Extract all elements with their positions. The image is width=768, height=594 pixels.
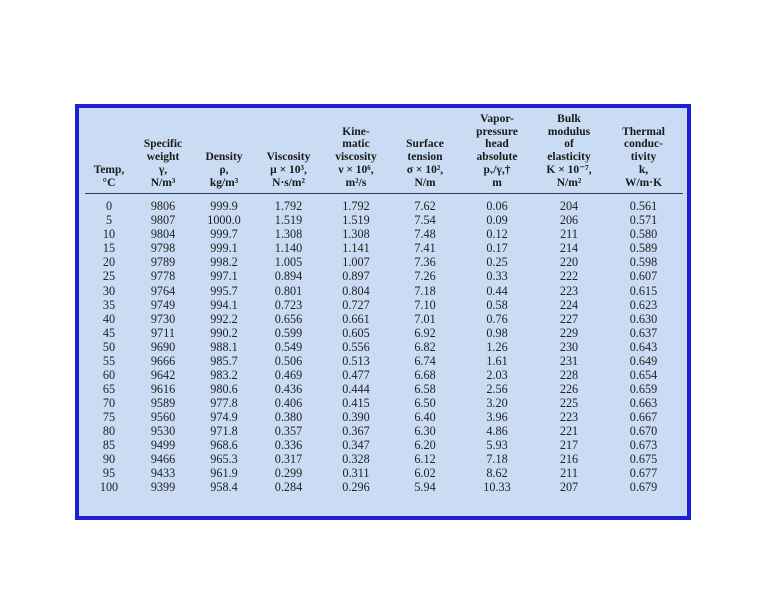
table-cell: 990.2 <box>210 325 238 340</box>
table-cell: 90 <box>102 452 116 467</box>
column-header-line: kg/m³ <box>209 176 239 189</box>
table-cell: 207 <box>559 480 579 495</box>
column-header <box>322 113 390 194</box>
column-header <box>255 113 322 194</box>
table-cell: 220 <box>559 255 579 270</box>
table-cell: 0.561 <box>629 199 658 214</box>
column-header-line: absolute <box>476 151 518 164</box>
table-panel <box>79 108 687 516</box>
table-cell: 0.607 <box>629 269 658 284</box>
table-cell: 217 <box>559 438 579 453</box>
table-cell: 988.1 <box>210 339 238 354</box>
table-cell: 0.284 <box>274 480 303 495</box>
table-cell: 35 <box>102 297 116 312</box>
table-cell: 0.415 <box>342 395 370 410</box>
header-row <box>85 113 683 194</box>
table-cell: 4.86 <box>486 423 508 438</box>
table-row <box>85 396 683 410</box>
table-cell: 9806 <box>150 199 176 214</box>
column-header-line: tivity <box>630 151 657 164</box>
table-cell: 45 <box>102 325 116 340</box>
table-row <box>85 227 683 241</box>
column-header-line: k, <box>638 163 649 176</box>
table-cell: 0.406 <box>274 395 303 410</box>
table-row <box>85 354 683 368</box>
column-header-line: m²/s <box>345 176 367 189</box>
table-cell: 1.792 <box>274 199 303 214</box>
table-cell: 1.141 <box>342 241 370 256</box>
table-cell: 70 <box>102 395 116 410</box>
table-cell: 6.30 <box>414 423 436 438</box>
column-header-line: m <box>492 176 502 189</box>
column-header-line: pressure <box>476 125 518 138</box>
table-cell: 206 <box>559 213 579 228</box>
table-cell: 9798 <box>150 241 176 256</box>
table-row <box>85 312 683 326</box>
table-cell: 3.20 <box>486 395 508 410</box>
table-row <box>85 298 683 312</box>
table-cell: 1.007 <box>342 255 370 270</box>
column-header-line: σ × 10², <box>406 163 444 176</box>
table-cell: 8.62 <box>486 466 508 481</box>
table-row <box>85 255 683 269</box>
table-cell: 1.519 <box>342 213 370 228</box>
table-cell: 7.41 <box>414 241 436 256</box>
table-cell: 0.357 <box>274 423 303 438</box>
table-cell: 9589 <box>150 395 176 410</box>
table-cell: 224 <box>559 297 579 312</box>
column-header-line: °C <box>102 176 116 189</box>
column-header-line: Kine- <box>342 125 370 138</box>
table-cell: 9642 <box>150 367 176 382</box>
table-cell: 6.50 <box>414 395 436 410</box>
table-cell: 0.630 <box>629 311 658 326</box>
table-row <box>85 452 683 466</box>
column-header-line: weight <box>146 151 180 164</box>
table-cell: 226 <box>559 381 579 396</box>
table-cell: 9778 <box>150 269 176 284</box>
table-cell: 997.1 <box>210 269 238 284</box>
table-cell: 100 <box>99 480 119 495</box>
table-cell: 0.367 <box>342 423 370 438</box>
column-header-line: ρ, <box>219 163 229 176</box>
table-cell: 6.02 <box>414 466 436 481</box>
table-cell: 9789 <box>150 255 176 270</box>
table-cell: 998.2 <box>210 255 238 270</box>
table-cell: 0.347 <box>342 438 370 453</box>
table-row <box>85 340 683 354</box>
table-cell: 999.1 <box>210 241 238 256</box>
table-cell: 0.513 <box>342 353 370 368</box>
table-cell: 0.661 <box>342 311 370 326</box>
table-cell: 0.663 <box>629 395 658 410</box>
table-cell: 1000.0 <box>207 213 241 228</box>
table-cell: 968.6 <box>210 438 238 453</box>
table-cell: 0.506 <box>274 353 303 368</box>
column-header-line: W/m·K <box>624 176 663 189</box>
table-cell: 7.62 <box>414 199 436 214</box>
table-cell: 9730 <box>150 311 176 326</box>
column-header-line: elasticity <box>547 151 591 164</box>
table-cell: 0.673 <box>629 438 658 453</box>
table-body <box>85 194 683 494</box>
table-cell: 216 <box>559 452 579 467</box>
column-header-line: Vapor- <box>480 113 514 125</box>
table-row <box>85 480 683 494</box>
table-cell: 75 <box>102 409 116 424</box>
table-cell: 983.2 <box>210 367 238 382</box>
column-header-line: Temp, <box>93 163 125 176</box>
table-cell: 0.675 <box>629 452 658 467</box>
column-header-line: N/m³ <box>150 176 176 189</box>
table-cell: 9530 <box>150 423 176 438</box>
table-cell: 0.670 <box>629 423 658 438</box>
table-cell: 0.25 <box>486 255 508 270</box>
table-row <box>85 326 683 340</box>
table-cell: 7.36 <box>414 255 436 270</box>
table-cell: 222 <box>559 269 579 284</box>
column-header-line: pᵥ/γ,† <box>483 163 511 176</box>
table-cell: 9711 <box>151 325 175 340</box>
table-cell: 977.8 <box>210 395 238 410</box>
table-cell: 0.894 <box>274 269 303 284</box>
table-cell: 6.92 <box>414 325 436 340</box>
table-cell: 0.317 <box>274 452 303 467</box>
table-cell: 0.98 <box>486 325 508 340</box>
table-cell: 7.01 <box>414 311 436 326</box>
table-cell: 0.469 <box>274 367 303 382</box>
table-cell: 6.40 <box>414 409 436 424</box>
column-header <box>85 113 133 194</box>
table-cell: 1.26 <box>486 339 508 354</box>
table-cell: 9433 <box>150 466 176 481</box>
column-header <box>604 113 683 194</box>
table-cell: 6.58 <box>414 381 436 396</box>
table-cell: 995.7 <box>210 283 238 298</box>
table-cell: 0.667 <box>629 409 658 424</box>
table-cell: 0.06 <box>486 199 508 214</box>
column-header <box>534 113 604 194</box>
table-cell: 211 <box>560 466 578 481</box>
table-cell: 7.26 <box>414 269 436 284</box>
column-header-line: K × 10⁻⁷, <box>546 163 592 176</box>
table-row <box>85 438 683 452</box>
table-cell: 0.659 <box>629 381 658 396</box>
table-cell: 0.637 <box>629 325 658 340</box>
table-cell: 9560 <box>150 409 176 424</box>
table-cell: 9466 <box>150 452 176 467</box>
table-cell: 994.1 <box>210 297 238 312</box>
table-cell: 0.679 <box>629 480 658 495</box>
table-cell: 231 <box>559 353 579 368</box>
table-frame <box>75 104 691 520</box>
table-cell: 0.76 <box>486 311 508 326</box>
column-header-line: N/m² <box>556 176 582 189</box>
table-cell: 6.12 <box>414 452 436 467</box>
table-cell: 225 <box>559 395 579 410</box>
table-cell: 1.519 <box>274 213 303 228</box>
table-cell: 6.68 <box>414 367 436 382</box>
table-cell: 230 <box>559 339 579 354</box>
table-cell: 5 <box>105 213 113 228</box>
column-header-line: Density <box>205 151 243 164</box>
water-properties-table <box>85 113 683 494</box>
table-cell: 958.4 <box>210 480 238 495</box>
table-cell: 0.477 <box>342 367 370 382</box>
table-row <box>85 424 683 438</box>
table-cell: 9749 <box>150 297 176 312</box>
table-cell: 0.328 <box>342 452 370 467</box>
table-cell: 0.444 <box>342 381 370 396</box>
table-cell: 999.7 <box>210 227 238 242</box>
table-cell: 0.299 <box>274 466 303 481</box>
table-cell: 0.589 <box>629 241 658 256</box>
table-row <box>85 382 683 396</box>
table-cell: 9399 <box>150 480 176 495</box>
table-cell: 30 <box>102 283 116 298</box>
table-cell: 0.296 <box>342 480 370 495</box>
column-header-line: modulus <box>547 125 591 138</box>
column-header-line: head <box>485 138 509 151</box>
column-header-line: γ, <box>158 163 168 176</box>
table-cell: 1.140 <box>274 241 303 256</box>
column-header-line: N·s/m² <box>272 176 305 189</box>
table-cell: 0.571 <box>629 213 658 228</box>
table-cell: 211 <box>560 227 578 242</box>
table-cell: 992.2 <box>210 311 238 326</box>
table-cell: 223 <box>559 283 579 298</box>
table-cell: 0.436 <box>274 381 303 396</box>
table-cell: 60 <box>102 367 116 382</box>
table-cell: 55 <box>102 353 116 368</box>
table-row <box>85 213 683 227</box>
table-cell: 0.336 <box>274 438 303 453</box>
table-cell: 2.03 <box>486 367 508 382</box>
table-cell: 50 <box>102 339 116 354</box>
table-cell: 1.005 <box>274 255 303 270</box>
column-header-line: Thermal <box>622 125 665 138</box>
table-cell: 0.656 <box>274 311 303 326</box>
table-cell: 227 <box>559 311 579 326</box>
column-header-line: matic <box>342 138 370 151</box>
table-cell: 0.804 <box>342 283 370 298</box>
table-cell: 7.18 <box>414 283 436 298</box>
table-cell: 15 <box>102 241 116 256</box>
table-cell: 0.643 <box>629 339 658 354</box>
column-header-line: Viscosity <box>266 151 311 164</box>
table-cell: 0.580 <box>629 227 658 242</box>
table-cell: 6.74 <box>414 353 436 368</box>
table-cell: 9616 <box>150 381 176 396</box>
table-cell: 980.6 <box>210 381 238 396</box>
table-cell: 0.723 <box>274 297 303 312</box>
table-cell: 7.18 <box>486 452 508 467</box>
table-cell: 0.801 <box>274 283 303 298</box>
table-cell: 0.58 <box>486 297 508 312</box>
column-header-line: of <box>564 138 574 151</box>
table-cell: 961.9 <box>210 466 238 481</box>
column-header <box>133 113 193 194</box>
column-header-line: tension <box>407 151 443 164</box>
table-cell: 0.897 <box>342 269 370 284</box>
table-cell: 85 <box>102 438 116 453</box>
table-cell: 0.390 <box>342 409 370 424</box>
table-cell: 0.677 <box>629 466 658 481</box>
column-header-line: ν × 10⁶, <box>338 163 374 176</box>
table-cell: 0.654 <box>629 367 658 382</box>
table-cell: 20 <box>102 255 116 270</box>
table-row <box>85 241 683 255</box>
table-cell: 0.598 <box>629 255 658 270</box>
table-cell: 0.605 <box>342 325 370 340</box>
table-cell: 7.10 <box>414 297 436 312</box>
table-cell: 985.7 <box>210 353 238 368</box>
column-header <box>460 113 534 194</box>
table-row <box>85 466 683 480</box>
table-cell: 0.44 <box>486 283 508 298</box>
table-cell: 0.649 <box>629 353 658 368</box>
table-cell: 0.09 <box>486 213 508 228</box>
table-cell: 204 <box>559 199 579 214</box>
table-cell: 0.311 <box>342 466 370 481</box>
table-cell: 7.48 <box>414 227 436 242</box>
column-header-line: Bulk <box>557 113 581 125</box>
table-cell: 228 <box>559 367 579 382</box>
table-cell: 0.599 <box>274 325 303 340</box>
column-header-line: Specific <box>143 138 183 151</box>
table-cell: 1.308 <box>274 227 303 242</box>
table-cell: 1.792 <box>342 199 370 214</box>
table-cell: 9666 <box>150 353 176 368</box>
table-cell: 1.61 <box>486 353 508 368</box>
table-cell: 65 <box>102 381 116 396</box>
table-cell: 7.54 <box>414 213 436 228</box>
table-cell: 0.12 <box>486 227 508 242</box>
table-cell: 6.20 <box>414 438 436 453</box>
table-cell: 9690 <box>150 339 176 354</box>
column-header-line: conduc- <box>624 138 663 151</box>
table-cell: 1.308 <box>342 227 370 242</box>
table-cell: 0.623 <box>629 297 658 312</box>
table-row <box>85 269 683 283</box>
column-header <box>390 113 460 194</box>
table-cell: 214 <box>559 241 579 256</box>
table-cell: 9499 <box>150 438 176 453</box>
table-cell: 9807 <box>150 213 176 228</box>
table-cell: 229 <box>559 325 579 340</box>
table-row <box>85 410 683 424</box>
table-cell: 10 <box>102 227 116 242</box>
column-header-line: μ × 10³, <box>270 163 307 176</box>
table-cell: 999.9 <box>210 199 238 214</box>
column-header-line: viscosity <box>335 151 377 164</box>
table-cell: 223 <box>559 409 579 424</box>
table-cell: 0.727 <box>342 297 370 312</box>
table-cell: 80 <box>102 423 116 438</box>
table-cell: 95 <box>102 466 116 481</box>
column-header <box>193 113 255 194</box>
table-row <box>85 284 683 298</box>
column-header-line: N/m <box>414 176 436 189</box>
table-cell: 40 <box>102 311 116 326</box>
table-cell: 971.8 <box>210 423 238 438</box>
table-cell: 9804 <box>150 227 176 242</box>
table-cell: 5.94 <box>414 480 436 495</box>
table-cell: 0.17 <box>486 241 508 256</box>
table-cell: 6.82 <box>414 339 436 354</box>
table-cell: 5.93 <box>486 438 508 453</box>
table-cell: 221 <box>559 423 579 438</box>
table-cell: 0.33 <box>486 269 508 284</box>
table-cell: 0.549 <box>274 339 303 354</box>
table-row <box>85 194 683 214</box>
table-cell: 974.9 <box>210 409 238 424</box>
column-header-line: Surface <box>406 138 444 151</box>
table-cell: 10.33 <box>483 480 511 495</box>
table-cell: 0 <box>105 199 113 214</box>
table-row <box>85 368 683 382</box>
table-cell: 25 <box>102 269 116 284</box>
table-cell: 0.615 <box>629 283 658 298</box>
table-cell: 9764 <box>150 283 176 298</box>
table-cell: 2.56 <box>486 381 508 396</box>
table-cell: 0.556 <box>342 339 370 354</box>
table-cell: 0.380 <box>274 409 303 424</box>
table-cell: 3.96 <box>486 409 508 424</box>
table-cell: 965.3 <box>210 452 238 467</box>
